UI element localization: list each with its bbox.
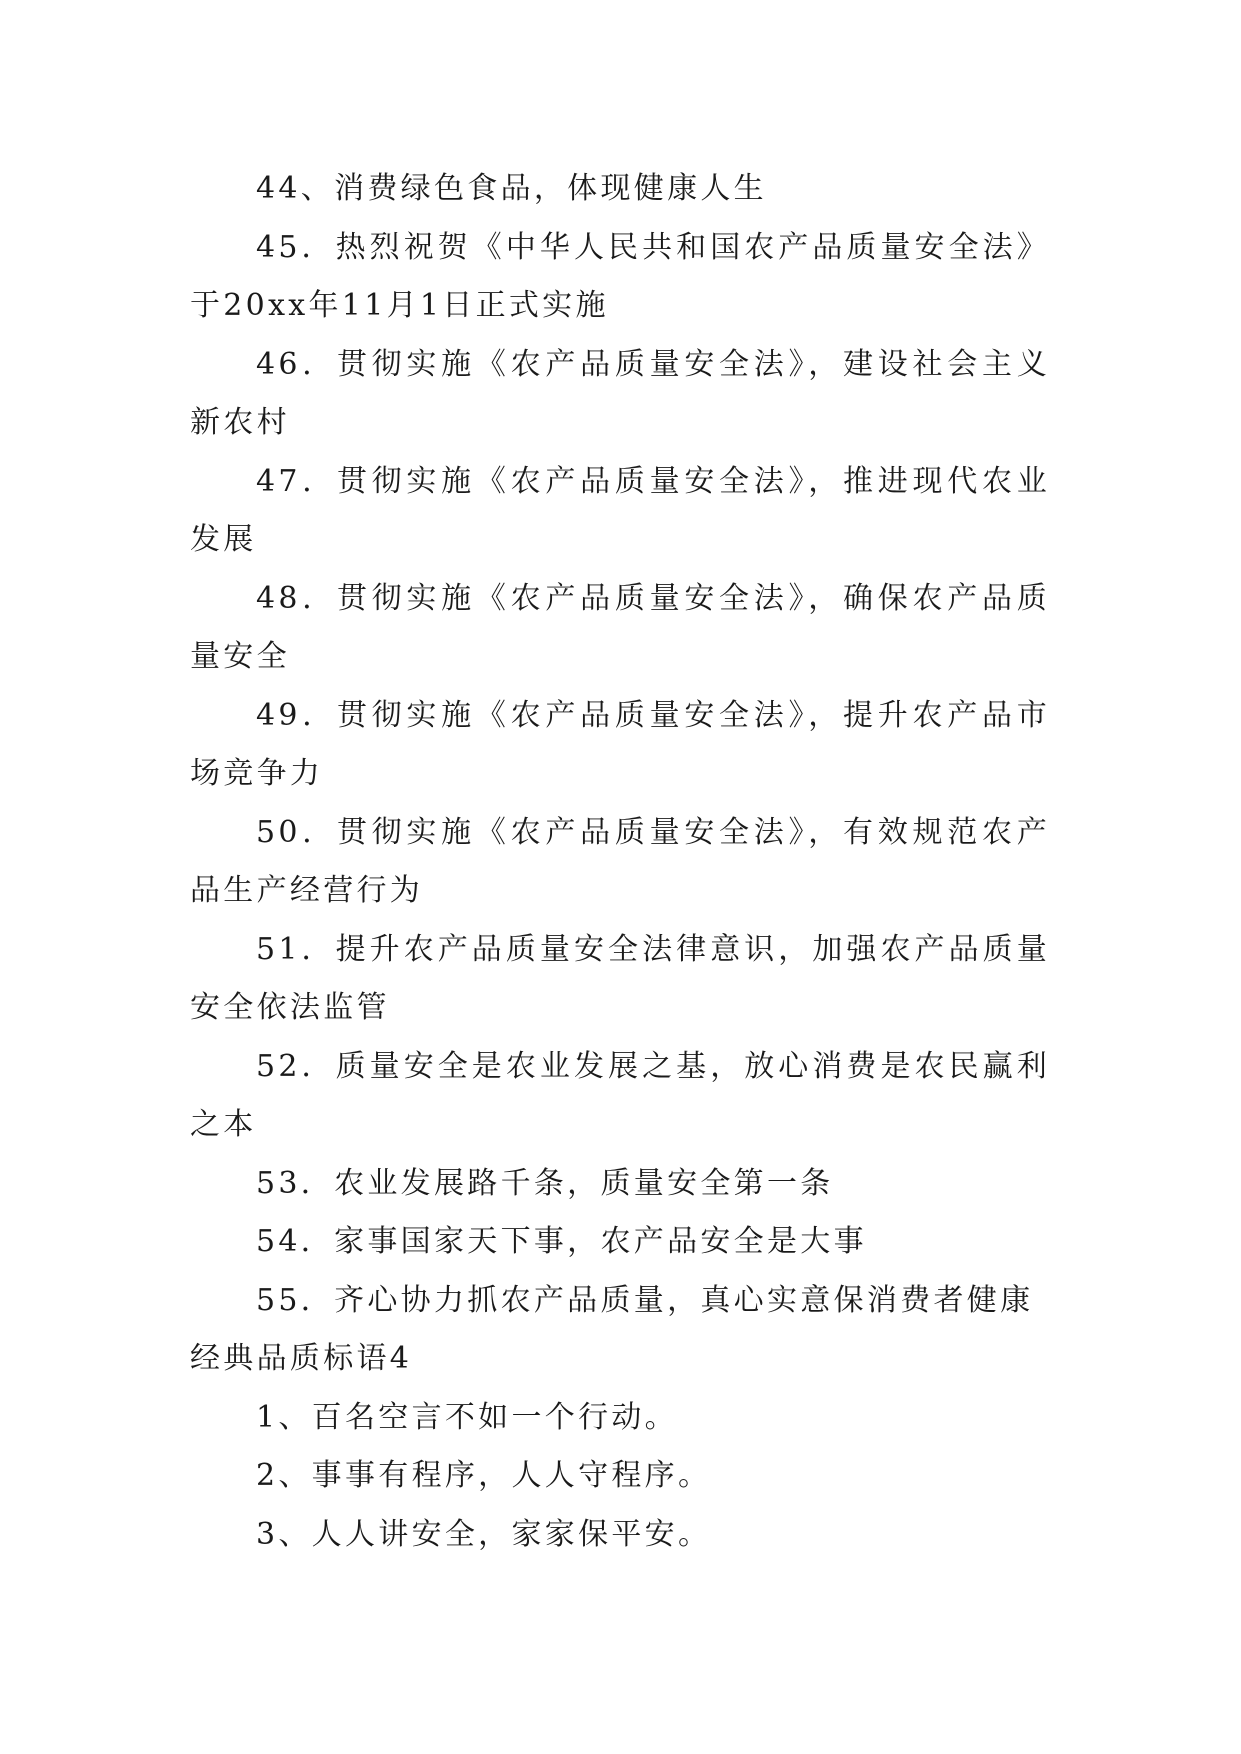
slogan-54: 54．家事国家天下事，农产品安全是大事 (256, 1224, 867, 1259)
slogan-55: 55．齐心协力抓农产品质量，真心实意保消费者健康 (256, 1282, 1034, 1318)
slogan-44: 44、消费绿色食品，体现健康人生 (256, 171, 767, 206)
slogan-45: 45．热烈祝贺《中华人民共和国农产品质量安全法》于20xx年11月1日正式实施 (190, 229, 1050, 323)
document-body (190, 160, 1050, 1564)
section-item-1: 1、百名空言不如一个行动。 (256, 1399, 678, 1435)
section-item-2: 2、事事有程序，人人守程序。 (256, 1458, 712, 1493)
slogan-48: 48．贯彻实施《农产品质量安全法》，确保农产品质量安全 (190, 580, 1050, 674)
slogan-47: 47．贯彻实施《农产品质量安全法》，推进现代农业发展 (190, 463, 1050, 557)
slogan-53: 53．农业发展路千条，质量安全第一条 (256, 1165, 834, 1201)
section-heading: 经典品质标语4 (190, 1341, 413, 1376)
slogan-46: 46．贯彻实施《农产品质量安全法》，建设社会主义新农村 (190, 346, 1050, 440)
section-item-3: 3、人人讲安全，家家保平安。 (256, 1516, 712, 1552)
slogan-50: 50．贯彻实施《农产品质量安全法》，有效规范农产品生产经营行为 (190, 814, 1050, 908)
slogan-51: 51．提升农产品质量安全法律意识，加强农产品质量安全依法监管 (190, 931, 1050, 1025)
slogan-52: 52．质量安全是农业发展之基，放心消费是农民赢利之本 (190, 1048, 1050, 1142)
slogan-49: 49．贯彻实施《农产品质量安全法》，提升农产品市场竞争力 (190, 697, 1050, 791)
